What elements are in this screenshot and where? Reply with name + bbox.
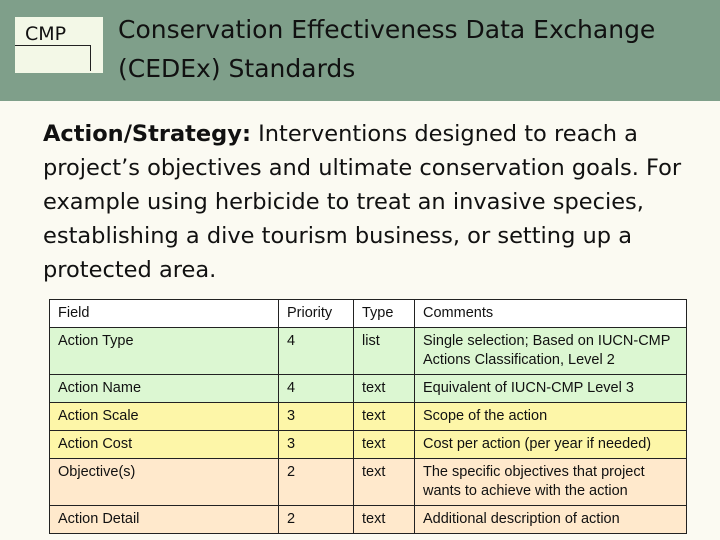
cell-type: text [354,506,415,534]
cell-priority: 3 [279,403,354,431]
cell-priority: 4 [279,328,354,375]
cell-type: text [354,403,415,431]
cell-priority: 2 [279,506,354,534]
table-row [50,431,687,459]
header-type: Type [354,300,415,328]
header-priority: Priority [279,300,354,328]
table-header-row [50,300,687,328]
slide-title [118,10,708,88]
title-line-1: Conservation Effectiveness Data Exchange [118,15,656,44]
header-field: Field [50,300,279,328]
cell-type: list [354,328,415,375]
cell-field: Action Cost [50,431,279,459]
cell-field: Action Scale [50,403,279,431]
definition-paragraph [43,117,703,287]
table-row [50,375,687,403]
title-line-2: (CEDEx) Standards [118,54,356,83]
cell-comments: Equivalent of IUCN-CMP Level 3 [415,375,687,403]
cell-field: Action Name [50,375,279,403]
definition-term: Action/Strategy: [43,121,251,147]
table-row [50,459,687,506]
definition-text: Interventions designed to reach a project’s objectives and ultimate conservation goals. For example using herbicide to treat an invasive species, establishing a dive tourism business, or setting up a protected area. [43,121,682,283]
header-bar [0,0,720,101]
logo-line-vertical [90,45,91,71]
cell-comments: Scope of the action [415,403,687,431]
logo-text: CMP [25,23,67,45]
cell-type: text [354,431,415,459]
cell-comments: The specific objectives that project wants to achieve with the action [415,459,687,506]
cell-type: text [354,459,415,506]
cell-field: Action Detail [50,506,279,534]
table-body [50,328,687,534]
table-row [50,403,687,431]
header-comments: Comments [415,300,687,328]
cell-priority: 3 [279,431,354,459]
table-row [50,328,687,375]
fields-table [49,299,687,534]
cell-comments: Single selection; Based on IUCN-CMP Actions Classification, Level 2 [415,328,687,375]
cell-comments: Additional description of action [415,506,687,534]
cell-priority: 2 [279,459,354,506]
cell-comments: Cost per action (per year if needed) [415,431,687,459]
cell-field: Action Type [50,328,279,375]
cell-field: Objective(s) [50,459,279,506]
cell-type: text [354,375,415,403]
cmp-logo [14,16,104,74]
logo-line-horizontal [15,45,91,46]
cell-priority: 4 [279,375,354,403]
table-row [50,506,687,534]
